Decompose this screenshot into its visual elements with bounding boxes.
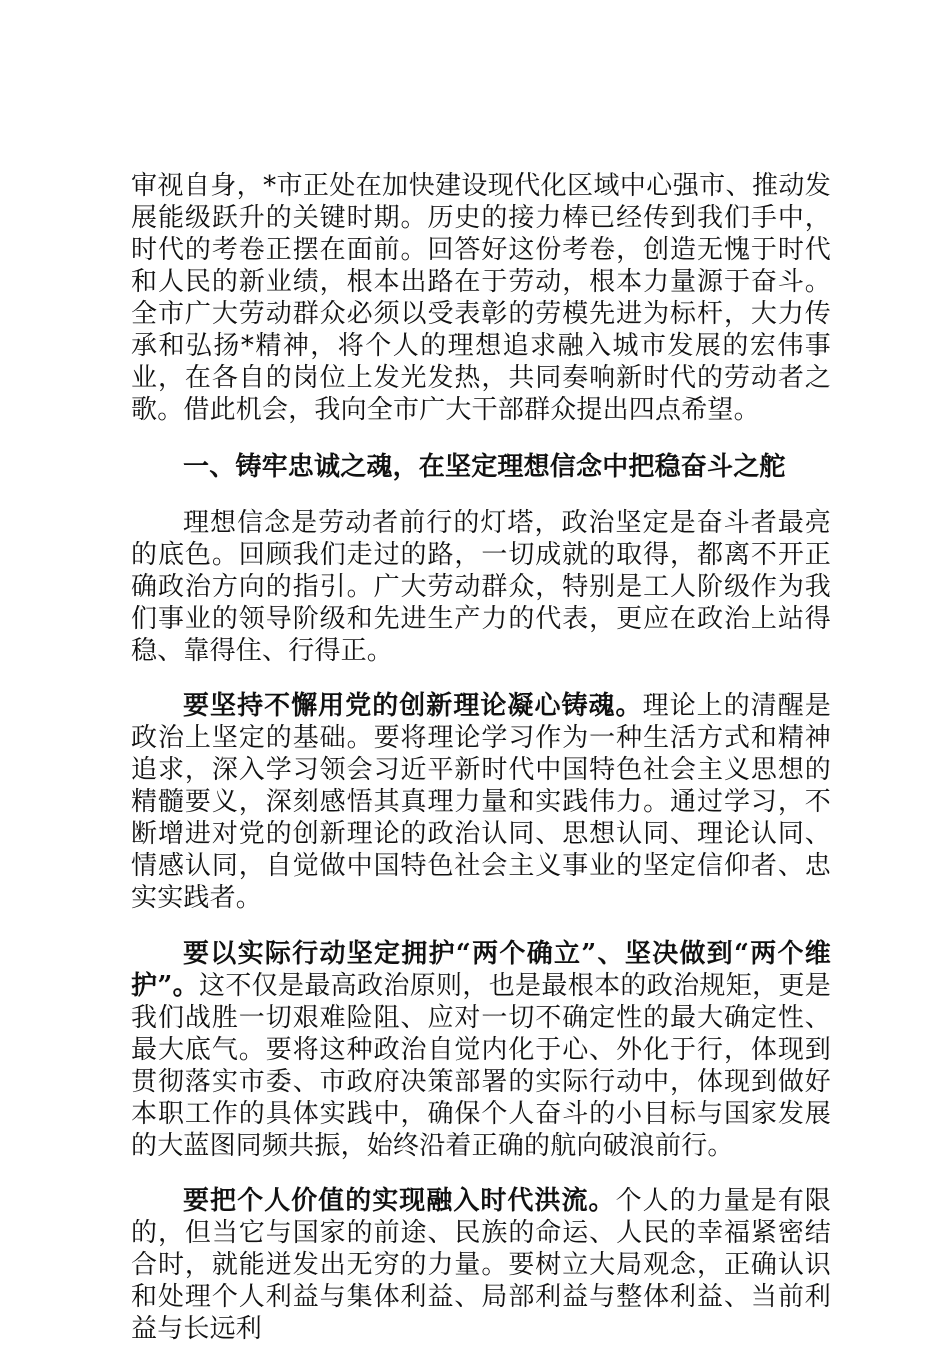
point-lead-action: 要以实际行动坚定拥护“两个确立”、坚决做到“两个维护”。 [131, 939, 831, 1001]
point-text-action: 这不仅是最高政治原则，也是最根本的政治规矩，更是我们战胜一切艰难险阻、应对一切不确定性的最大确定性、最大底气。要将这种政治自觉内化于心、外化于行，体现到贯彻落实市委、市政府决策部署的实际行动中，体现到做好本职工作的具体实践中，确保个人奋斗的小目标与国家发展的大蓝图同频共振，始终沿着正确的航向破浪前行。 [131, 971, 831, 1161]
intro-paragraph-text: 审视自身，*市正处在加快建设现代化区域中心强市、推动发展能级跃升的关键时期。历史的接力棒已经传到我们手中，时代的考卷正摆在面前。回答好这份考卷，创造无愧于时代和人民的新业绩，根本出路在于劳动，根本力量源于奋斗。全市广大劳动群众必须以受表彰的劳模先进为标杆，大力传承和弘扬*精神，将个人的理想追求融入城市发展的宏伟事业，在各自的岗位上发光发热，共同奏响新时代的劳动者之歌。借此机会，我向全市广大干部群众提出四点希望。 [131, 171, 831, 425]
document-page [131, 170, 831, 1345]
section-intro-text: 理想信念是劳动者前行的灯塔，政治坚定是奋斗者最亮的底色。回顾我们走过的路，一切成就的取得，都离不开正确政治方向的指引。广大劳动群众，特别是工人阶级作为我们事业的领导阶级和先进生产力的代表，更应在政治上站得稳、靠得住、行得正。 [131, 508, 831, 666]
point-paragraph-value [131, 1185, 831, 1345]
point-lead-value: 要把个人价值的实现融入时代洪流。 [183, 1186, 616, 1216]
point-text-theory: 理论上的清醒是政治上坚定的基础。要将理论学习作为一种生活方式和精神追求，深入学习领会习近平新时代中国特色社会主义思想的精髓要义，深刻感悟其真理力量和实践伟力。通过学习，不断增进对党的创新理论的政治认同、思想认同、理论认同、情感认同，自觉做中国特色社会主义事业的坚定信仰者、忠实实践者。 [131, 691, 831, 913]
point-text-value: 个人的力量是有限的，但当它与国家的前途、民族的命运、人民的幸福紧密结合时，就能迸发出无穷的力量。要树立大局观念，正确认识和处理个人利益与集体利益、局部利益与整体利益、当前利益与长远利 [131, 1186, 832, 1344]
section-heading [131, 451, 831, 483]
point-paragraph-action [131, 938, 831, 1162]
section-intro-paragraph [131, 507, 831, 667]
section-heading-text: 一、铸牢忠诚之魂，在坚定理想信念中把稳奋斗之舵 [183, 452, 786, 482]
intro-paragraph [131, 170, 831, 426]
point-paragraph-theory [131, 690, 831, 914]
point-lead-theory: 要坚持不懈用党的创新理论凝心铸魂。 [183, 691, 643, 721]
